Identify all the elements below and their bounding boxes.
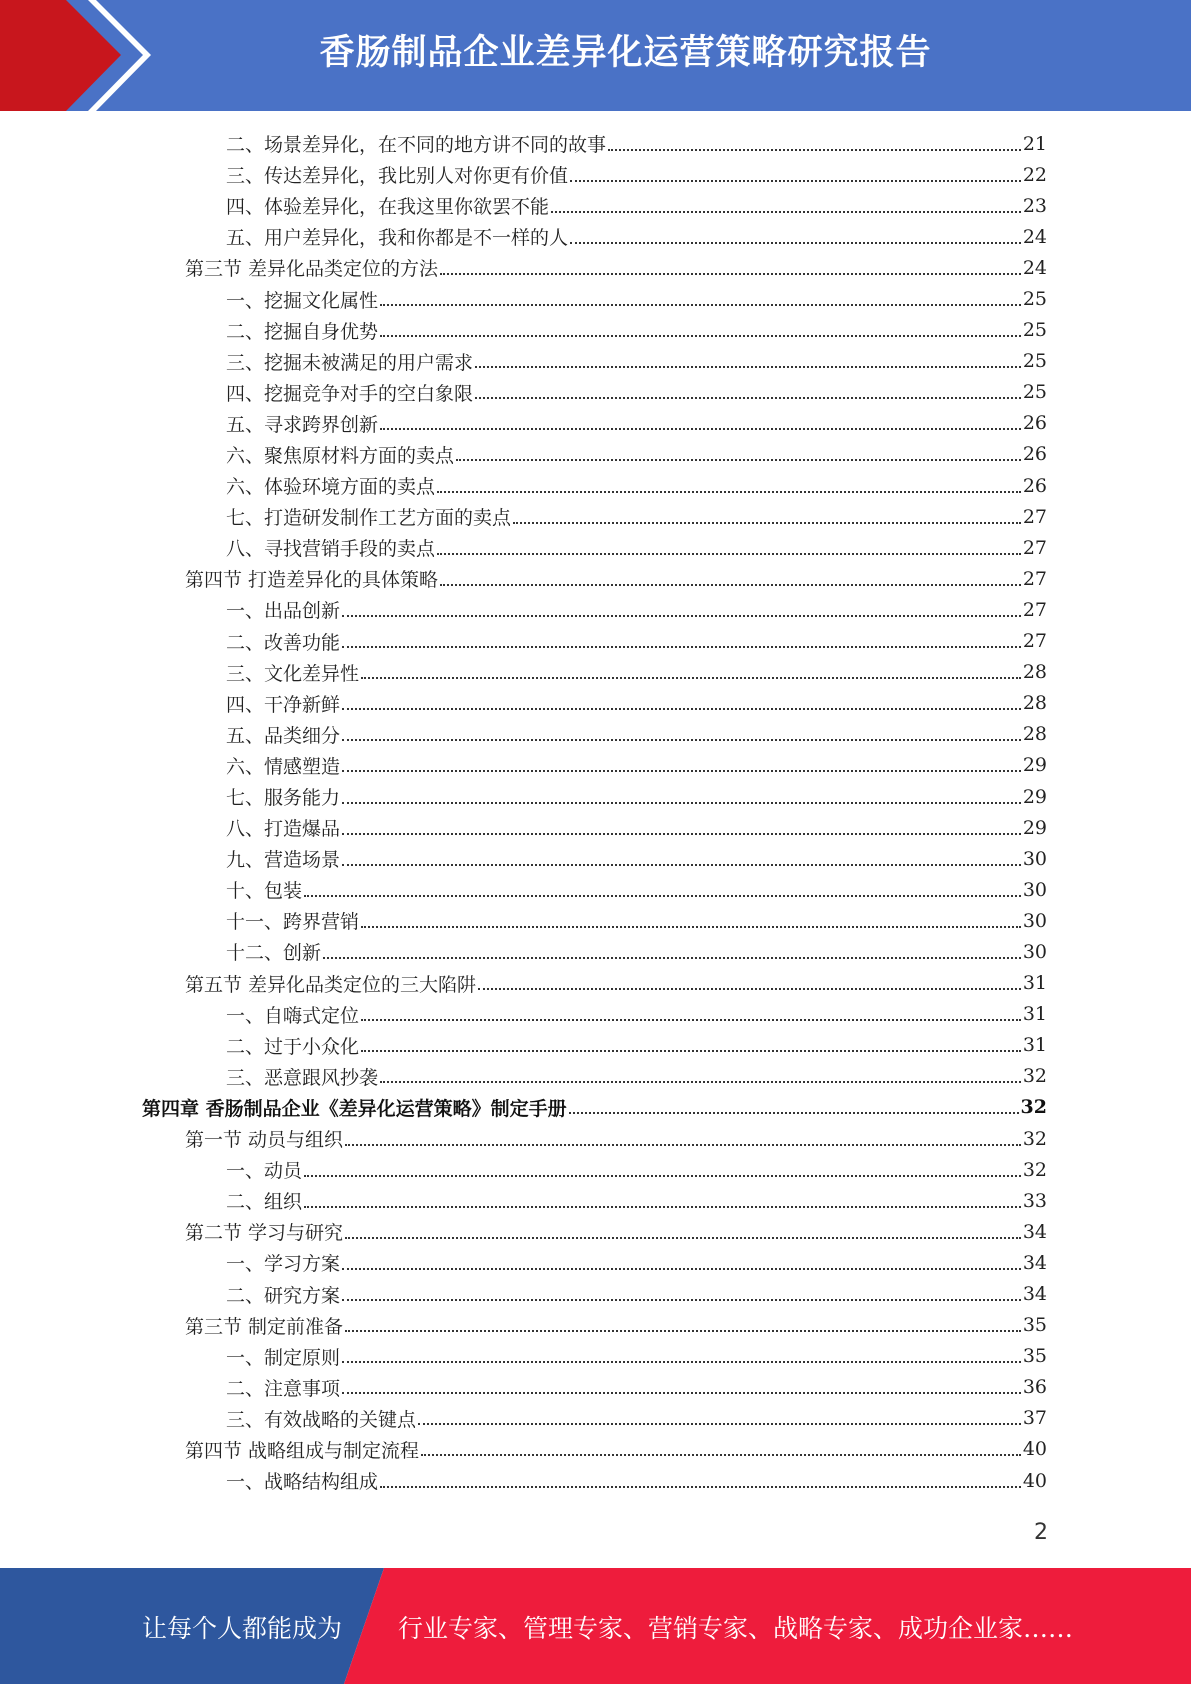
- toc-entry-page: 27: [1022, 630, 1047, 653]
- toc-entry-title: 二、研究方案: [226, 1284, 341, 1307]
- toc-entry-title: 第三节 制定前准备: [185, 1315, 344, 1338]
- toc-entry-page: 28: [1022, 692, 1047, 715]
- toc-subsection-entry[interactable]: [0, 190, 1191, 221]
- toc-entry-title: 一、出品创新: [226, 600, 341, 623]
- toc-entry-page: 23: [1022, 194, 1047, 217]
- toc-entry-title: 三、文化差异性: [226, 662, 360, 685]
- toc-subsection-entry[interactable]: [0, 408, 1191, 439]
- toc-subsection-entry[interactable]: [0, 439, 1191, 470]
- toc-entry-title: 一、自嗨式定位: [226, 1004, 360, 1027]
- toc-entry-page: 31: [1022, 1034, 1047, 1057]
- toc-section-entry[interactable]: [0, 1216, 1191, 1247]
- toc-entry-page: 29: [1022, 754, 1047, 777]
- toc-subsection-entry[interactable]: [0, 377, 1191, 408]
- toc-entry-title: 五、用户差异化，我和你都是不一样的人: [226, 227, 569, 250]
- toc-entry-title: 六、体验环境方面的卖点: [226, 476, 436, 499]
- toc-dot-leader: [570, 180, 1021, 182]
- toc-subsection-entry[interactable]: [0, 532, 1191, 563]
- toc-entry-title: 第四节 战略组成与制定流程: [185, 1439, 420, 1462]
- toc-dot-leader: [440, 584, 1021, 586]
- toc-dot-leader: [342, 708, 1021, 710]
- toc-dot-leader: [478, 988, 1021, 990]
- toc-dot-leader: [475, 366, 1021, 368]
- toc-entry-page: 36: [1022, 1376, 1047, 1399]
- toc-subsection-entry[interactable]: [0, 315, 1191, 346]
- toc-entry-title: 九、营造场景: [226, 849, 341, 872]
- toc-subsection-entry[interactable]: [0, 346, 1191, 377]
- toc-section-entry[interactable]: [0, 1434, 1191, 1465]
- toc-entry-title: 五、品类细分: [226, 724, 341, 747]
- page-header: [0, 0, 1191, 111]
- toc-subsection-entry[interactable]: [0, 657, 1191, 688]
- toc-dot-leader: [342, 1361, 1021, 1363]
- toc-dot-leader: [342, 770, 1021, 772]
- toc-subsection-entry[interactable]: [0, 905, 1191, 936]
- toc-entry-page: 34: [1022, 1251, 1047, 1274]
- toc-subsection-entry[interactable]: [0, 594, 1191, 625]
- toc-dot-leader: [437, 491, 1021, 493]
- toc-subsection-entry[interactable]: [0, 501, 1191, 532]
- toc-subsection-entry[interactable]: [0, 781, 1191, 812]
- table-of-contents: [0, 128, 1191, 1496]
- toc-dot-leader: [437, 553, 1021, 555]
- toc-entry-title: 二、注意事项: [226, 1377, 341, 1400]
- toc-entry-page: 35: [1022, 1345, 1047, 1368]
- toc-entry-page: 25: [1022, 319, 1047, 342]
- toc-subsection-entry[interactable]: [0, 1061, 1191, 1092]
- toc-entry-title: 一、学习方案: [226, 1253, 341, 1276]
- toc-dot-leader: [342, 1268, 1021, 1270]
- toc-section-entry[interactable]: [0, 1123, 1191, 1154]
- toc-entry-page: 24: [1022, 256, 1047, 279]
- toc-entry-title: 二、组织: [226, 1191, 303, 1214]
- toc-dot-leader: [513, 522, 1021, 524]
- toc-subsection-entry[interactable]: [0, 1341, 1191, 1372]
- toc-entry-title: 一、战略结构组成: [226, 1471, 379, 1494]
- toc-dot-leader: [345, 1237, 1021, 1239]
- toc-subsection-entry[interactable]: [0, 159, 1191, 190]
- toc-subsection-entry[interactable]: [0, 1185, 1191, 1216]
- toc-subsection-entry[interactable]: [0, 470, 1191, 501]
- toc-entry-page: 27: [1022, 536, 1047, 559]
- toc-section-entry[interactable]: [0, 252, 1191, 283]
- toc-dot-leader: [345, 1144, 1021, 1146]
- toc-entry-page: 21: [1022, 132, 1047, 155]
- toc-section-entry[interactable]: [0, 968, 1191, 999]
- toc-dot-leader: [342, 864, 1021, 866]
- toc-dot-leader: [380, 428, 1021, 430]
- toc-entry-page: 27: [1022, 505, 1047, 528]
- toc-entry-page: 27: [1022, 567, 1047, 590]
- toc-dot-leader: [421, 1454, 1021, 1456]
- toc-dot-leader: [475, 397, 1021, 399]
- toc-dot-leader: [456, 459, 1021, 461]
- toc-entry-title: 二、挖掘自身优势: [226, 320, 379, 343]
- toc-entry-title: 第二节 学习与研究: [185, 1222, 344, 1245]
- toc-entry-title: 五、寻求跨界创新: [226, 413, 379, 436]
- toc-entry-page: 22: [1022, 163, 1047, 186]
- toc-dot-leader: [342, 615, 1021, 617]
- toc-entry-title: 十、包装: [226, 880, 303, 903]
- toc-entry-page: 26: [1022, 474, 1047, 497]
- toc-subsection-entry[interactable]: [0, 750, 1191, 781]
- toc-entry-page: 31: [1022, 972, 1047, 995]
- toc-entry-page: 25: [1022, 288, 1047, 311]
- toc-entry-title: 第四节 打造差异化的具体策略: [185, 569, 439, 592]
- toc-dot-leader: [342, 833, 1021, 835]
- toc-entry-page: 25: [1022, 381, 1047, 404]
- toc-dot-leader: [361, 1050, 1021, 1052]
- toc-entry-page: 32: [1022, 1127, 1047, 1150]
- toc-entry-page: 27: [1022, 598, 1047, 621]
- toc-entry-page: 28: [1022, 723, 1047, 746]
- toc-entry-title: 第三节 差异化品类定位的方法: [185, 258, 439, 281]
- toc-dot-leader: [361, 1019, 1021, 1021]
- toc-dot-leader: [342, 1299, 1021, 1301]
- toc-dot-leader: [569, 1112, 1019, 1114]
- toc-entry-title: 七、服务能力: [226, 787, 341, 810]
- toc-dot-leader: [342, 802, 1021, 804]
- toc-subsection-entry[interactable]: [0, 1465, 1191, 1496]
- toc-subsection-entry[interactable]: [0, 843, 1191, 874]
- toc-section-entry[interactable]: [0, 563, 1191, 594]
- toc-subsection-entry[interactable]: [0, 999, 1191, 1030]
- page-footer: [0, 1568, 1191, 1684]
- toc-entry-title: 二、过于小众化: [226, 1035, 360, 1058]
- toc-entry-page: 34: [1022, 1283, 1047, 1306]
- toc-dot-leader: [440, 273, 1021, 275]
- toc-entry-page: 30: [1022, 940, 1047, 963]
- toc-entry-title: 第五节 差异化品类定位的三大陷阱: [185, 973, 477, 996]
- toc-dot-leader: [380, 1486, 1021, 1488]
- toc-entry-title: 三、传达差异化，我比别人对你更有价值: [226, 165, 569, 188]
- toc-subsection-entry[interactable]: [0, 719, 1191, 750]
- toc-subsection-entry[interactable]: [0, 283, 1191, 314]
- toc-entry-page: 29: [1022, 816, 1047, 839]
- footer-slogan-left: 让每个人都能成为: [142, 1614, 343, 1643]
- toc-entry-page: 28: [1022, 661, 1047, 684]
- toc-entry-page: 29: [1022, 785, 1047, 808]
- toc-entry-title: 二、场景差异化，在不同的地方讲不同的故事: [226, 134, 607, 157]
- toc-dot-leader: [608, 149, 1021, 151]
- toc-section-entry[interactable]: [0, 1310, 1191, 1341]
- toc-entry-page: 32: [1022, 1065, 1047, 1088]
- toc-entry-title: 三、有效战略的关键点: [226, 1408, 417, 1431]
- toc-subsection-entry[interactable]: [0, 874, 1191, 905]
- toc-dot-leader: [418, 1423, 1021, 1425]
- toc-entry-page: 40: [1022, 1469, 1047, 1492]
- toc-entry-title: 十一、跨界营销: [226, 911, 360, 934]
- toc-dot-leader: [304, 1206, 1021, 1208]
- toc-dot-leader: [380, 304, 1021, 306]
- toc-entry-page: 26: [1022, 443, 1047, 466]
- toc-entry-page: 32: [1022, 1158, 1047, 1181]
- toc-entry-page: 30: [1022, 878, 1047, 901]
- toc-entry-title: 一、制定原则: [226, 1346, 341, 1369]
- toc-dot-leader: [361, 926, 1021, 928]
- toc-entry-title: 三、挖掘未被满足的用户需求: [226, 351, 474, 374]
- toc-entry-title: 第四章 香肠制品企业《差异化运营策略》制定手册: [142, 1097, 567, 1120]
- toc-entry-title: 六、情感塑造: [226, 755, 341, 778]
- toc-subsection-entry[interactable]: [0, 936, 1191, 967]
- toc-subsection-entry[interactable]: [0, 1247, 1191, 1278]
- document-title: 香肠制品企业差异化运营策略研究报告: [319, 33, 932, 73]
- toc-dot-leader: [342, 646, 1021, 648]
- toc-subsection-entry[interactable]: [0, 812, 1191, 843]
- toc-entry-title: 一、动员: [226, 1160, 303, 1183]
- toc-entry-title: 六、聚焦原材料方面的卖点: [226, 444, 455, 467]
- toc-subsection-entry[interactable]: [0, 1030, 1191, 1061]
- toc-entry-title: 八、打造爆品: [226, 818, 341, 841]
- toc-entry-page: 32: [1020, 1096, 1047, 1119]
- header-chevron-decoration: [0, 0, 160, 111]
- toc-entry-page: 25: [1022, 350, 1047, 373]
- toc-subsection-entry[interactable]: [0, 128, 1191, 159]
- toc-entry-page: 30: [1022, 847, 1047, 870]
- toc-dot-leader: [380, 335, 1021, 337]
- toc-dot-leader: [304, 895, 1021, 897]
- footer-slogan-right: 行业专家、管理专家、营销专家、战略专家、成功企业家……: [398, 1614, 1074, 1643]
- toc-entry-page: 26: [1022, 412, 1047, 435]
- toc-dot-leader: [551, 211, 1021, 213]
- toc-entry-title: 八、寻找营销手段的卖点: [226, 538, 436, 561]
- toc-dot-leader: [323, 957, 1021, 959]
- toc-dot-leader: [345, 1330, 1021, 1332]
- toc-entry-page: 34: [1022, 1220, 1047, 1243]
- toc-subsection-entry[interactable]: [0, 626, 1191, 657]
- toc-dot-leader: [342, 1392, 1021, 1394]
- page-number: 2: [1034, 1520, 1048, 1545]
- toc-entry-page: 33: [1022, 1189, 1047, 1212]
- toc-entry-page: 30: [1022, 909, 1047, 932]
- toc-entry-page: 40: [1022, 1438, 1047, 1461]
- toc-dot-leader: [570, 242, 1021, 244]
- toc-entry-page: 37: [1022, 1407, 1047, 1430]
- toc-entry-title: 十二、创新: [226, 942, 322, 965]
- toc-subsection-entry[interactable]: [0, 688, 1191, 719]
- toc-subsection-entry[interactable]: [0, 221, 1191, 252]
- toc-entry-page: 35: [1022, 1314, 1047, 1337]
- toc-chapter-entry[interactable]: [0, 1092, 1191, 1123]
- toc-subsection-entry[interactable]: [0, 1154, 1191, 1185]
- toc-subsection-entry[interactable]: [0, 1372, 1191, 1403]
- toc-subsection-entry[interactable]: [0, 1278, 1191, 1309]
- toc-entry-title: 二、改善功能: [226, 631, 341, 654]
- toc-dot-leader: [342, 739, 1021, 741]
- toc-dot-leader: [361, 677, 1021, 679]
- toc-subsection-entry[interactable]: [0, 1403, 1191, 1434]
- toc-entry-title: 四、挖掘竞争对手的空白象限: [226, 382, 474, 405]
- toc-entry-title: 四、体验差异化，在我这里你欲罢不能: [226, 196, 550, 219]
- toc-entry-title: 七、打造研发制作工艺方面的卖点: [226, 507, 512, 530]
- toc-entry-title: 第一节 动员与组织: [185, 1129, 344, 1152]
- toc-entry-page: 24: [1022, 225, 1047, 248]
- toc-entry-title: 三、恶意跟风抄袭: [226, 1066, 379, 1089]
- toc-dot-leader: [380, 1081, 1021, 1083]
- toc-entry-title: 四、干净新鲜: [226, 693, 341, 716]
- toc-entry-title: 一、挖掘文化属性: [226, 289, 379, 312]
- toc-dot-leader: [304, 1175, 1021, 1177]
- toc-entry-page: 31: [1022, 1003, 1047, 1026]
